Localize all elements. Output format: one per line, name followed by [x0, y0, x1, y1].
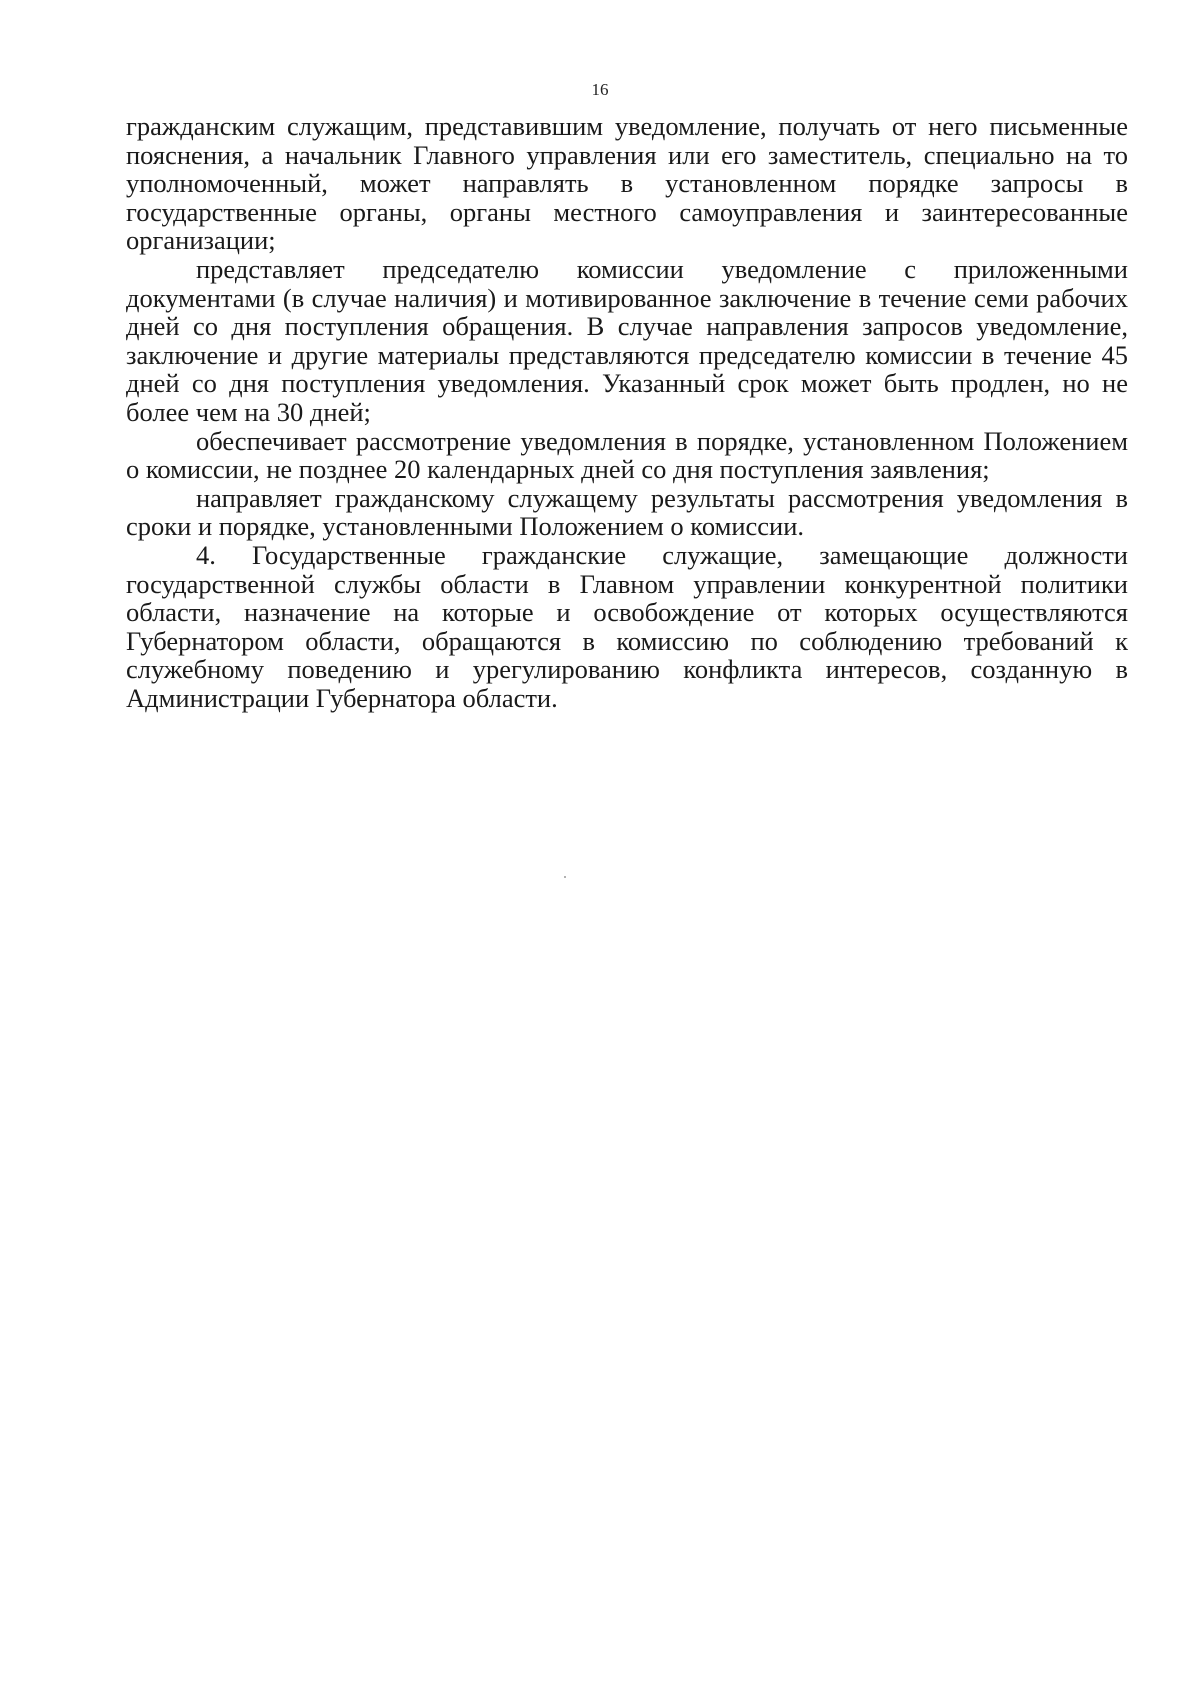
document-body	[126, 112, 1128, 712]
paragraph-ensures-review: обеспечивает рассмотрение уведомления в порядке, установленном Положением о комиссии, не позднее 20 календарных дней со дня поступления заявления;	[126, 425, 1128, 485]
paragraph-item-4: 4. Государственные гражданские служащие, замещающие должности государственной службы области в Главном управлении конкурентной политики области, назначение на которые и освобождение от которых осуществляются Губернатором области, обращаются в комиссию по соблюдению требований к служебному поведению и урегулированию конфликта интересов, созданную в Администрации Губернатора области.	[126, 539, 1128, 713]
page-number: 16	[591, 80, 609, 99]
scan-speck	[564, 876, 566, 878]
paragraph-submits-to-chairman: представляет председателю комиссии уведомление с приложенными документами (в случае наличия) и мотивированное заключение в течение семи рабочих дней со дня поступления обращения. В случае направления запросов уведомление, заключение и другие материалы представляются председателю комиссии в течение 45 дней со дня поступления уведомления. Указанный срок может быть продлен, но не более чем на 30 дней;	[126, 253, 1128, 427]
paragraph-sends-results: направляет гражданскому служащему результаты рассмотрения уведомления в сроки и порядке, установленными Положением о комиссии.	[126, 482, 1128, 542]
paragraph-continuation: гражданским служащим, представившим уведомление, получать от него письменные пояснения, а начальник Главного управления или его заместитель, специально на то уполномоченный, может направлять в установленном порядке запросы в государственные органы, органы местного самоуправления и заинтересованные организации;	[126, 111, 1128, 256]
